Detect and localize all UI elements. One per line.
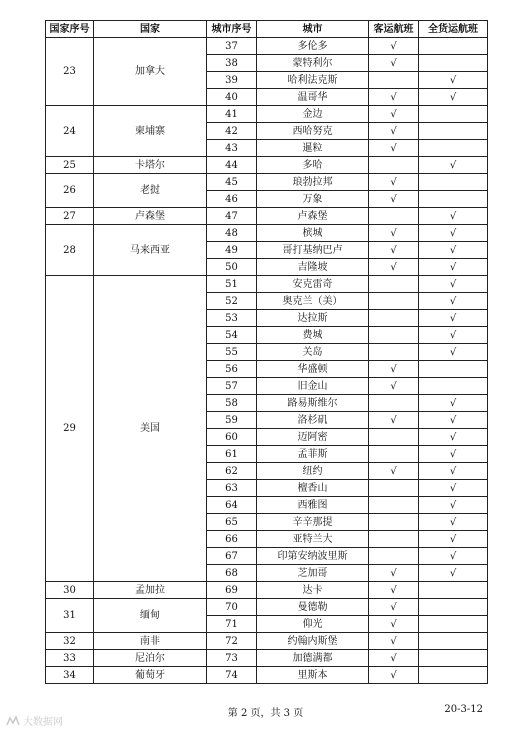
city-name-cell: 洛杉矶 bbox=[257, 412, 369, 429]
passenger-check-cell: √ bbox=[369, 225, 419, 242]
passenger-check-cell bbox=[369, 514, 419, 531]
country-no-cell: 27 bbox=[46, 208, 94, 225]
cargo-check-cell bbox=[419, 361, 488, 378]
city-name-cell: 孟菲斯 bbox=[257, 446, 369, 463]
city-name-cell: 奥克兰（美） bbox=[257, 293, 369, 310]
country-name-cell: 孟加拉 bbox=[94, 582, 207, 599]
cargo-check-cell: √ bbox=[419, 548, 488, 565]
city-name-cell: 卢森堡 bbox=[257, 208, 369, 225]
table-row bbox=[46, 633, 488, 650]
cargo-check-cell bbox=[419, 106, 488, 123]
city-no-cell: 44 bbox=[207, 157, 257, 174]
passenger-check-cell bbox=[369, 72, 419, 89]
city-no-cell: 49 bbox=[207, 242, 257, 259]
city-no-cell: 56 bbox=[207, 361, 257, 378]
city-no-cell: 41 bbox=[207, 106, 257, 123]
table-row bbox=[46, 157, 488, 174]
country-name-cell: 卡塔尔 bbox=[94, 157, 207, 174]
cargo-check-cell: √ bbox=[419, 514, 488, 531]
cargo-check-cell: √ bbox=[419, 242, 488, 259]
country-no-cell: 26 bbox=[46, 174, 94, 208]
cargo-check-cell: √ bbox=[419, 276, 488, 293]
passenger-check-cell: √ bbox=[369, 599, 419, 616]
city-no-cell: 72 bbox=[207, 633, 257, 650]
header-country-no: 国家序号 bbox=[46, 21, 94, 38]
city-name-cell: 多哈 bbox=[257, 157, 369, 174]
city-no-cell: 58 bbox=[207, 395, 257, 412]
city-name-cell: 路易斯维尔 bbox=[257, 395, 369, 412]
country-no-cell: 28 bbox=[46, 225, 94, 276]
passenger-check-cell: √ bbox=[369, 667, 419, 684]
cargo-check-cell bbox=[419, 616, 488, 633]
table-row bbox=[46, 582, 488, 599]
cargo-check-cell: √ bbox=[419, 429, 488, 446]
passenger-check-cell bbox=[369, 480, 419, 497]
table-row bbox=[46, 650, 488, 667]
country-name-cell: 葡萄牙 bbox=[94, 667, 207, 684]
country-name-cell: 卢森堡 bbox=[94, 208, 207, 225]
passenger-check-cell bbox=[369, 446, 419, 463]
passenger-check-cell: √ bbox=[369, 361, 419, 378]
city-name-cell: 辛辛那提 bbox=[257, 514, 369, 531]
country-no-cell: 24 bbox=[46, 106, 94, 157]
city-no-cell: 63 bbox=[207, 480, 257, 497]
passenger-check-cell: √ bbox=[369, 463, 419, 480]
country-name-cell: 加拿大 bbox=[94, 38, 207, 106]
city-no-cell: 60 bbox=[207, 429, 257, 446]
city-name-cell: 芝加哥 bbox=[257, 565, 369, 582]
passenger-check-cell bbox=[369, 157, 419, 174]
city-no-cell: 74 bbox=[207, 667, 257, 684]
passenger-check-cell: √ bbox=[369, 565, 419, 582]
cargo-check-cell bbox=[419, 667, 488, 684]
cargo-check-cell: √ bbox=[419, 208, 488, 225]
country-name-cell: 尼泊尔 bbox=[94, 650, 207, 667]
city-name-cell: 印第安纳波里斯 bbox=[257, 548, 369, 565]
city-no-cell: 65 bbox=[207, 514, 257, 531]
country-name-cell: 缅甸 bbox=[94, 599, 207, 633]
country-name-cell: 老挝 bbox=[94, 174, 207, 208]
table-row bbox=[46, 599, 488, 616]
country-name-cell: 美国 bbox=[94, 276, 207, 582]
passenger-check-cell bbox=[369, 497, 419, 514]
passenger-check-cell bbox=[369, 310, 419, 327]
cargo-check-cell: √ bbox=[419, 463, 488, 480]
passenger-check-cell bbox=[369, 293, 419, 310]
country-no-cell: 29 bbox=[46, 276, 94, 582]
country-no-cell: 34 bbox=[46, 667, 94, 684]
city-name-cell: 达拉斯 bbox=[257, 310, 369, 327]
city-name-cell: 安克雷奇 bbox=[257, 276, 369, 293]
page-number: 第 2 页，共 3 页 bbox=[227, 708, 304, 719]
cargo-check-cell: √ bbox=[419, 565, 488, 582]
country-no-cell: 33 bbox=[46, 650, 94, 667]
city-no-cell: 48 bbox=[207, 225, 257, 242]
cargo-check-cell: √ bbox=[419, 293, 488, 310]
passenger-check-cell: √ bbox=[369, 242, 419, 259]
city-name-cell: 温哥华 bbox=[257, 89, 369, 106]
passenger-check-cell: √ bbox=[369, 191, 419, 208]
city-name-cell: 槟城 bbox=[257, 225, 369, 242]
table-row bbox=[46, 225, 488, 242]
city-no-cell: 59 bbox=[207, 412, 257, 429]
cargo-check-cell bbox=[419, 191, 488, 208]
city-name-cell: 达卡 bbox=[257, 582, 369, 599]
table-row bbox=[46, 276, 488, 293]
city-name-cell: 亚特兰大 bbox=[257, 531, 369, 548]
cargo-check-cell bbox=[419, 599, 488, 616]
city-no-cell: 57 bbox=[207, 378, 257, 395]
city-name-cell: 万象 bbox=[257, 191, 369, 208]
header-city: 城市 bbox=[257, 21, 369, 38]
city-no-cell: 39 bbox=[207, 72, 257, 89]
city-name-cell: 仰光 bbox=[257, 616, 369, 633]
city-no-cell: 61 bbox=[207, 446, 257, 463]
header-city-no: 城市序号 bbox=[207, 21, 257, 38]
city-name-cell: 西雅图 bbox=[257, 497, 369, 514]
city-name-cell: 暹粒 bbox=[257, 140, 369, 157]
passenger-check-cell bbox=[369, 276, 419, 293]
city-name-cell: 费城 bbox=[257, 327, 369, 344]
city-no-cell: 53 bbox=[207, 310, 257, 327]
city-name-cell: 约翰内斯堡 bbox=[257, 633, 369, 650]
table-row bbox=[46, 667, 488, 684]
cargo-check-cell: √ bbox=[419, 89, 488, 106]
passenger-check-cell: √ bbox=[369, 174, 419, 191]
city-no-cell: 51 bbox=[207, 276, 257, 293]
cargo-check-cell: √ bbox=[419, 310, 488, 327]
cargo-check-cell: √ bbox=[419, 497, 488, 514]
city-name-cell: 哥打基纳巴卢 bbox=[257, 242, 369, 259]
city-no-cell: 62 bbox=[207, 463, 257, 480]
city-name-cell: 西哈努克 bbox=[257, 123, 369, 140]
country-name-cell: 马来西亚 bbox=[94, 225, 207, 276]
passenger-check-cell: √ bbox=[369, 89, 419, 106]
city-no-cell: 37 bbox=[207, 38, 257, 55]
city-name-cell: 吉隆坡 bbox=[257, 259, 369, 276]
country-no-cell: 30 bbox=[46, 582, 94, 599]
city-no-cell: 68 bbox=[207, 565, 257, 582]
cargo-check-cell bbox=[419, 55, 488, 72]
passenger-check-cell bbox=[369, 344, 419, 361]
cargo-check-cell: √ bbox=[419, 157, 488, 174]
table-row bbox=[46, 38, 488, 55]
cargo-check-cell: √ bbox=[419, 259, 488, 276]
city-name-cell: 檀香山 bbox=[257, 480, 369, 497]
cargo-check-cell: √ bbox=[419, 395, 488, 412]
city-no-cell: 71 bbox=[207, 616, 257, 633]
passenger-check-cell: √ bbox=[369, 140, 419, 157]
country-no-cell: 32 bbox=[46, 633, 94, 650]
city-no-cell: 42 bbox=[207, 123, 257, 140]
city-no-cell: 67 bbox=[207, 548, 257, 565]
passenger-check-cell: √ bbox=[369, 55, 419, 72]
passenger-check-cell bbox=[369, 531, 419, 548]
cargo-check-cell: √ bbox=[419, 327, 488, 344]
print-date: 20-3-12 bbox=[444, 704, 483, 715]
city-name-cell: 旧金山 bbox=[257, 378, 369, 395]
country-no-cell: 25 bbox=[46, 157, 94, 174]
watermark-logo-icon bbox=[6, 715, 20, 727]
cargo-check-cell bbox=[419, 174, 488, 191]
city-no-cell: 54 bbox=[207, 327, 257, 344]
city-no-cell: 43 bbox=[207, 140, 257, 157]
header-passenger-flights: 客运航班 bbox=[369, 21, 419, 38]
table-row bbox=[46, 208, 488, 225]
passenger-check-cell: √ bbox=[369, 259, 419, 276]
city-no-cell: 52 bbox=[207, 293, 257, 310]
passenger-check-cell: √ bbox=[369, 38, 419, 55]
cargo-check-cell: √ bbox=[419, 225, 488, 242]
city-name-cell: 曼德勒 bbox=[257, 599, 369, 616]
cargo-check-cell bbox=[419, 38, 488, 55]
city-no-cell: 69 bbox=[207, 582, 257, 599]
city-no-cell: 70 bbox=[207, 599, 257, 616]
city-name-cell: 纽约 bbox=[257, 463, 369, 480]
city-name-cell: 琅勃拉邦 bbox=[257, 174, 369, 191]
city-no-cell: 73 bbox=[207, 650, 257, 667]
cargo-check-cell: √ bbox=[419, 412, 488, 429]
passenger-check-cell: √ bbox=[369, 412, 419, 429]
city-no-cell: 64 bbox=[207, 497, 257, 514]
cargo-check-cell: √ bbox=[419, 446, 488, 463]
city-no-cell: 46 bbox=[207, 191, 257, 208]
city-name-cell: 关岛 bbox=[257, 344, 369, 361]
table-row bbox=[46, 106, 488, 123]
passenger-check-cell: √ bbox=[369, 616, 419, 633]
cargo-check-cell bbox=[419, 633, 488, 650]
cargo-check-cell bbox=[419, 123, 488, 140]
city-no-cell: 45 bbox=[207, 174, 257, 191]
passenger-check-cell bbox=[369, 429, 419, 446]
city-no-cell: 50 bbox=[207, 259, 257, 276]
cargo-check-cell bbox=[419, 140, 488, 157]
city-name-cell: 蒙特利尔 bbox=[257, 55, 369, 72]
cargo-check-cell bbox=[419, 650, 488, 667]
country-name-cell: 南非 bbox=[94, 633, 207, 650]
cargo-check-cell: √ bbox=[419, 531, 488, 548]
passenger-check-cell: √ bbox=[369, 378, 419, 395]
city-no-cell: 66 bbox=[207, 531, 257, 548]
watermark-text: 大数据网 bbox=[23, 717, 63, 728]
city-no-cell: 38 bbox=[207, 55, 257, 72]
table-body bbox=[46, 38, 488, 684]
city-name-cell: 多伦多 bbox=[257, 38, 369, 55]
passenger-check-cell bbox=[369, 327, 419, 344]
passenger-check-cell: √ bbox=[369, 582, 419, 599]
watermark bbox=[6, 713, 63, 728]
header-cargo-flights: 全货运航班 bbox=[419, 21, 488, 38]
table-header-row bbox=[46, 21, 488, 38]
city-name-cell: 金边 bbox=[257, 106, 369, 123]
city-name-cell: 迈阿密 bbox=[257, 429, 369, 446]
passenger-check-cell: √ bbox=[369, 123, 419, 140]
passenger-check-cell bbox=[369, 395, 419, 412]
city-name-cell: 哈利法克斯 bbox=[257, 72, 369, 89]
city-name-cell: 里斯本 bbox=[257, 667, 369, 684]
header-country: 国家 bbox=[94, 21, 207, 38]
cargo-check-cell bbox=[419, 378, 488, 395]
city-no-cell: 40 bbox=[207, 89, 257, 106]
passenger-check-cell: √ bbox=[369, 650, 419, 667]
city-name-cell: 华盛顿 bbox=[257, 361, 369, 378]
city-name-cell: 加德满都 bbox=[257, 650, 369, 667]
cargo-check-cell: √ bbox=[419, 480, 488, 497]
passenger-check-cell bbox=[369, 548, 419, 565]
city-no-cell: 47 bbox=[207, 208, 257, 225]
country-name-cell: 柬埔寨 bbox=[94, 106, 207, 157]
cargo-check-cell: √ bbox=[419, 72, 488, 89]
table-row bbox=[46, 174, 488, 191]
city-no-cell: 55 bbox=[207, 344, 257, 361]
passenger-check-cell: √ bbox=[369, 106, 419, 123]
passenger-check-cell: √ bbox=[369, 633, 419, 650]
flight-city-table bbox=[45, 20, 488, 684]
cargo-check-cell bbox=[419, 582, 488, 599]
country-no-cell: 31 bbox=[46, 599, 94, 633]
passenger-check-cell bbox=[369, 208, 419, 225]
country-no-cell: 23 bbox=[46, 38, 94, 106]
cargo-check-cell: √ bbox=[419, 344, 488, 361]
